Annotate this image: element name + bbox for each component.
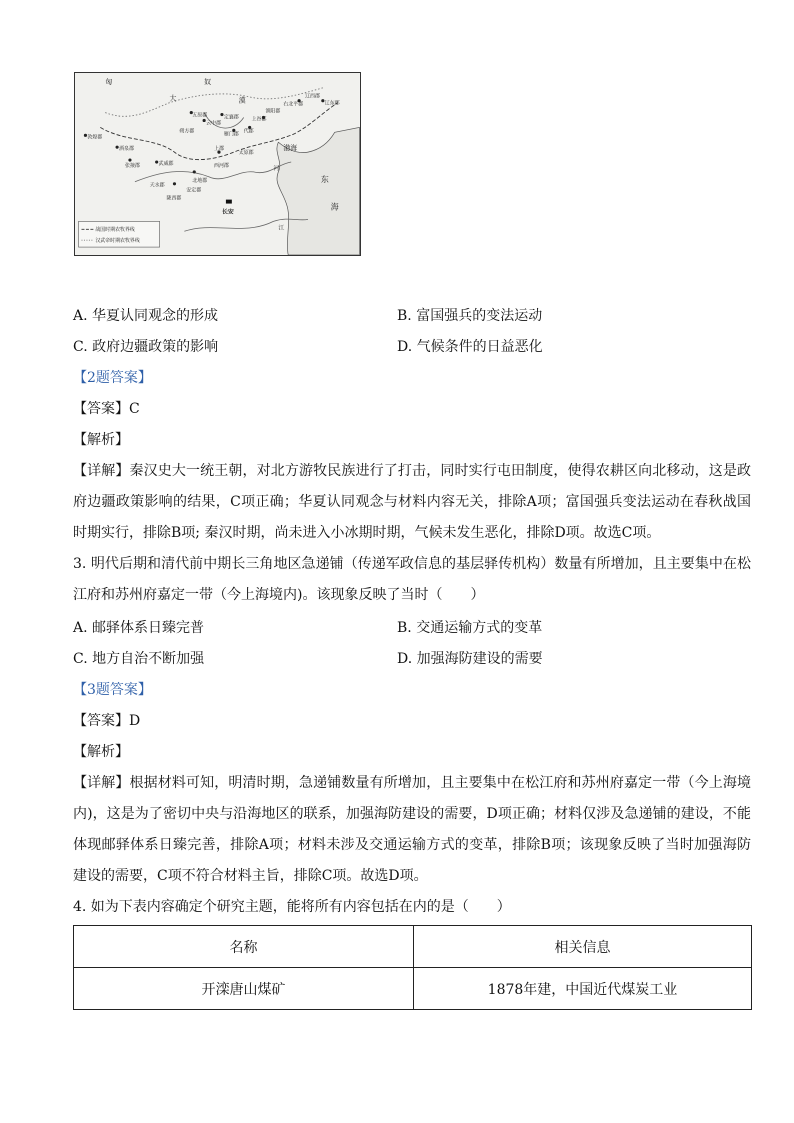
map-label-dunhuang: 敦煌郡 bbox=[87, 134, 103, 141]
map-label-hai: 海 bbox=[330, 202, 339, 212]
map-label-shang: 上郡 bbox=[214, 146, 224, 153]
q2-detail: 【详解】秦汉史大一统王朝，对北方游牧民族进行了打击，同时实行屯田制度，使得农耕区向北移动，这是政府边疆政策影响的结果，C项正确；华夏认同观念与材料内容无关，排除A项；富国强兵变法运动在春秋战国时期实行，排除B项; 秦汉时期，尚未进入小冰期时期，气候未发生恶化，排除D项。故选C项。 bbox=[73, 463, 751, 541]
q2-answer: 【答案】C bbox=[73, 401, 140, 417]
map-label-mo: 漠 bbox=[238, 96, 246, 105]
table-cell-name: 开滦唐山煤矿 bbox=[74, 968, 414, 1010]
legend-warring: 战国时期农牧界线 bbox=[95, 227, 135, 234]
map-label-dai: 代郡 bbox=[243, 128, 254, 135]
map-label-anding: 安定郡 bbox=[186, 187, 202, 194]
q3-analysis-label: 【解析】 bbox=[73, 744, 129, 760]
map-label-dong: 东 bbox=[320, 174, 329, 184]
map-label-liaodong: 辽东郡 bbox=[324, 100, 340, 107]
q2-option-a: A. 华夏认同观念的形成 bbox=[73, 308, 219, 324]
map-label-shanggu: 上谷郡 bbox=[251, 116, 267, 123]
map-label-dingxiang: 定襄郡 bbox=[223, 114, 239, 121]
map-label-yunzhong: 云中郡 bbox=[206, 120, 221, 127]
table-cell-info: 1878年建，中国近代煤炭工业 bbox=[414, 968, 752, 1010]
map-label-jiang: 江 bbox=[278, 224, 285, 232]
map-label-bohai: 渤海 bbox=[283, 144, 298, 153]
historical-map bbox=[74, 72, 361, 256]
map-label-zhangye: 张掖郡 bbox=[125, 162, 140, 169]
map-label-xiong: 匈 bbox=[105, 77, 113, 86]
map-label-beidi: 北地郡 bbox=[192, 177, 208, 184]
map-label-shuofang: 朔方郡 bbox=[179, 128, 195, 135]
map-label-nu: 奴 bbox=[204, 77, 212, 86]
q3-option-d: D. 加强海防建设的需要 bbox=[397, 651, 543, 667]
map-label-wuwei: 武威郡 bbox=[158, 160, 174, 167]
map-label-wuyuan: 五原郡 bbox=[192, 112, 208, 119]
table-header-name: 名称 bbox=[74, 926, 414, 968]
q3-option-b: B. 交通运输方式的变革 bbox=[397, 620, 543, 636]
map-label-youbeiping: 右北平郡 bbox=[283, 101, 304, 108]
map-label-jiuquan: 酒泉郡 bbox=[119, 146, 134, 153]
map-label-xihe: 西河郡 bbox=[214, 162, 229, 169]
table-row bbox=[74, 968, 752, 1010]
map-label-changan: 长安 bbox=[221, 208, 234, 216]
map-label-he: 河 bbox=[273, 164, 280, 172]
table-header-row bbox=[74, 926, 752, 968]
q3-option-c: C. 地方自治不断加强 bbox=[73, 651, 205, 667]
table-header-info: 相关信息 bbox=[414, 926, 752, 968]
map-drawing bbox=[75, 73, 360, 255]
q3-option-a: A. 邮驿体系日臻完普 bbox=[73, 620, 205, 636]
q2-option-d: D. 气候条件的日益恶化 bbox=[397, 339, 543, 355]
map-label-da: 大 bbox=[169, 94, 177, 103]
q3-stem: 3. 明代后期和清代前中期长三角地区急递铺（传递军政信息的基层驿传机构）数量有所增加，且主要集中在松江府和苏州府嘉定一带（今上海境内)。该现象反映了当时（ ） bbox=[73, 556, 751, 603]
q4-table bbox=[73, 925, 752, 1010]
q3-detail: 【详解】根据材料可知，明清时期，急递铺数量有所增加，且主要集中在松江府和苏州府嘉定一带（今上海境内)，这是为了密切中央与沿海地区的联系，加强海防建设的需要，D项正确；材料仅涉及急递铺的建设，不能体现邮驿体系日臻完善，排除A项；材料未涉及交通运输方式的变革，排除B项；该现象反映了当时加强海防建设的需要，C项不符合材料主旨，排除C项。故选D项。 bbox=[73, 775, 751, 884]
q2-answer-tag: 【2题答案】 bbox=[73, 370, 152, 386]
map-label-yuyang: 渔阳郡 bbox=[265, 108, 281, 115]
map-label-yanmen: 雁门郡 bbox=[223, 131, 239, 138]
map-label-liaoxi: 辽西郡 bbox=[305, 93, 320, 100]
q2-option-b: B. 富国强兵的变法运动 bbox=[397, 308, 543, 324]
q3-answer-tag: 【3题答案】 bbox=[73, 682, 152, 698]
map-label-longxi: 陇西郡 bbox=[166, 195, 182, 202]
map-label-taiyuan: 太原郡 bbox=[238, 150, 254, 157]
q2-analysis-label: 【解析】 bbox=[73, 432, 129, 448]
q3-answer: 【答案】D bbox=[73, 713, 141, 729]
legend-han: 汉武帝时期农牧界线 bbox=[95, 238, 140, 245]
q2-option-c: C. 政府边疆政策的影响 bbox=[73, 339, 219, 355]
map-label-tianshui: 天水郡 bbox=[149, 182, 165, 189]
q4-stem: 4. 如为下表内容确定个研究主题，能将所有内容包括在内的是（ ） bbox=[73, 899, 511, 915]
